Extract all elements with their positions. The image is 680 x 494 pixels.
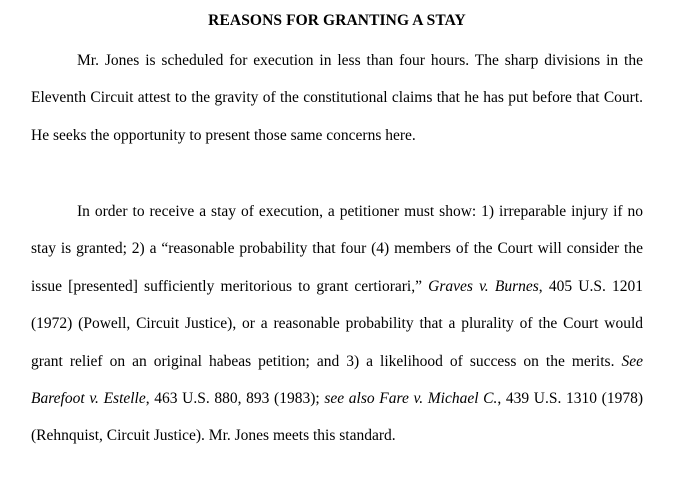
paragraph-stay-standard [31, 193, 643, 455]
paragraph-text: , 463 U.S. 880, 893 (1983); [145, 390, 325, 408]
paragraph-text: , 405 U.S. 1201 (1972) (Powell, Circuit Justice), or a reasonable probability that a plurality of the Court would grant relief on an original habeas petition; and 3) a likelihood of success on the merits. [31, 277, 643, 370]
paragraph-text: , 439 U.S. 1310 (1978) (Rehnquist, Circuit Justice). Mr. Jones meets this standard. [31, 390, 643, 445]
case-citation-fare: see also Fare v. Michael C. [324, 390, 498, 408]
paragraph-text: In order to receive a stay of execution, a petitioner must show: 1) irreparable injury if no stay is granted; 2) a “reasonable probability that four (4) members of the Court will consider the issue [presented] sufficiently meritorious to grant certiorari,” [31, 203, 643, 295]
section-heading: REASONS FOR GRANTING A STAY [208, 12, 466, 29]
case-citation-graves: Graves v. Burnes [428, 277, 539, 295]
paragraph-stay-intro: Mr. Jones is scheduled for execution in less than four hours. The sharp divisions in the Eleventh Circuit attest to the gravity of the constitutional claims that he has put before that Court. He seeks the opportunity to present those same concerns here. [31, 52, 643, 144]
case-citation-barefoot: See Barefoot v. Estelle [31, 352, 643, 408]
